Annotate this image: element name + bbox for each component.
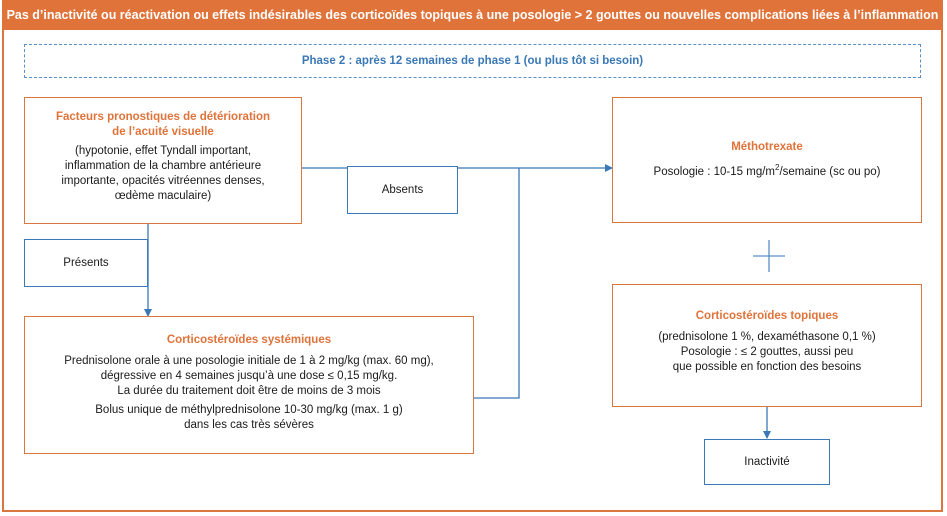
facteurs-line: (hypotonie, effet Tyndall important, <box>74 145 251 157</box>
cortico-systemiques-bolus: dans les cas très sévères <box>184 419 314 431</box>
inactivite-box: Inactivité <box>704 439 830 485</box>
cortico-systemiques-line: Prednisolone orale à une posologie initiale de 1 à 2 mg/kg (max. 60 mg), <box>64 355 434 367</box>
cortico-systemiques-title: Corticostéroïdes systémiques <box>166 334 332 346</box>
cortico-systemiques-line: La durée du traitement doit être de moins de 3 mois <box>117 385 381 397</box>
cortico-topiques-box <box>612 284 922 407</box>
methotrexate-box <box>612 97 922 223</box>
cortico-topiques-title: Corticostéroïdes topiques <box>695 310 839 322</box>
facteurs-line: importante, opacités vitréennes denses, <box>61 175 265 187</box>
presents-label: Présents <box>24 239 148 287</box>
methotrexate-title: Méthotrexate <box>731 141 803 153</box>
cortico-systemiques-bolus: Bolus unique de méthylprednisolone 10-30 mg/kg (max. 1 g) <box>95 404 403 416</box>
facteurs-title-1: Facteurs pronostiques de détérioration <box>55 111 271 123</box>
cortico-topiques-line: Posologie : ≤ 2 gouttes, aussi peu <box>680 346 854 358</box>
cortico-topiques-line: que possible en fonction des besoins <box>672 361 862 373</box>
cortico-systemiques-box <box>24 316 474 454</box>
phase-2-box: Phase 2 : après 12 semaines de phase 1 (ou plus tôt si besoin) <box>24 44 921 78</box>
facteurs-line: inflammation de la chambre antérieure <box>64 160 262 172</box>
header-banner: Pas d’inactivité ou réactivation ou effets indésirables des corticoïdes topiques à une posologie > 2 gouttes ou nouvelles complications liées à l’inflammation <box>2 0 943 30</box>
line-absents-to-systemiques <box>474 168 519 398</box>
absents-label: Absents <box>347 166 458 214</box>
facteurs-title-2: de l’acuité visuelle <box>112 126 214 138</box>
facteurs-line: œdème maculaire) <box>114 190 212 202</box>
facteurs-box <box>24 97 302 224</box>
cortico-systemiques-line: dégressive en 4 semaines jusqu’à une dose ≤ 0,15 mg/kg. <box>100 370 398 382</box>
methotrexate-posology: Posologie : 10-15 $mg/m^2$/semaine (sc ou po) <box>653 163 881 178</box>
cortico-topiques-line: (prednisolone 1 %, dexaméthasone 0,1 %) <box>658 331 876 343</box>
